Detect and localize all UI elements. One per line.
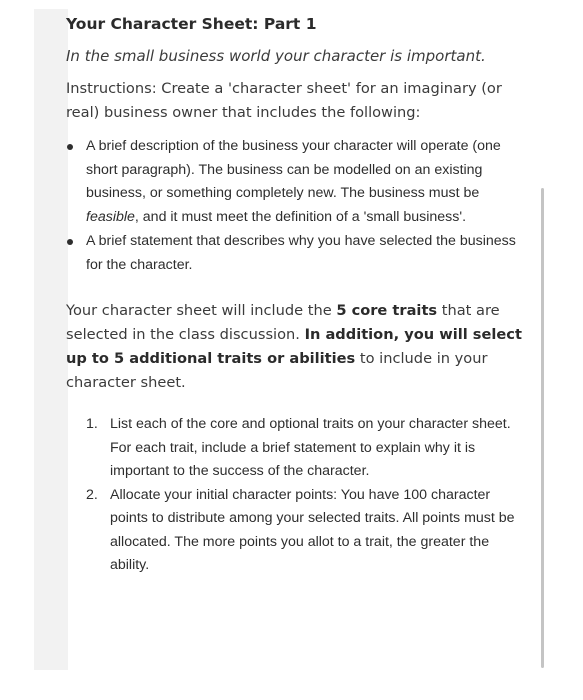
list-item-text: A brief statement that describes why you have selected the business for the character. [86, 233, 516, 273]
bullet-icon [67, 144, 73, 150]
requirements-list [66, 135, 526, 277]
vertical-scrollbar[interactable] [541, 188, 544, 668]
core-traits-bold-1: 5 core traits [336, 302, 438, 319]
list-item [66, 135, 526, 229]
list-item [66, 230, 526, 277]
bullet-icon [67, 239, 73, 245]
core-traits-paragraph [66, 299, 526, 395]
list-item [66, 413, 526, 484]
list-item [66, 484, 526, 578]
page-title: Your Character Sheet: Part 1 [66, 15, 317, 33]
core-traits-bold-2: In addition, you will select up to 5 additional traits or abilities [66, 326, 522, 367]
step-text: List each of the core and optional traits on your character sheet. For each trait, include a brief statement to explain why it is important to the success of the character. [110, 416, 511, 479]
instructions-paragraph: Instructions: Create a 'character sheet' for an imaginary (or real) business owner that includes the following: [66, 80, 502, 121]
core-traits-text-3: to include in your character sheet. [66, 350, 488, 391]
core-traits-text-2: that are selected in the class discussion. [66, 302, 500, 343]
list-item-text: A brief description of the business your character will operate (one short paragraph). The business can be modelled on an existing business, or something completely new. The business must be [86, 138, 501, 201]
core-traits-text-1: Your character sheet will include the [66, 302, 337, 319]
document-content [66, 10, 526, 578]
page-subtitle: In the small business world your character is important. [66, 47, 486, 65]
steps-list [66, 413, 526, 578]
step-number: 2. [86, 486, 98, 503]
step-number: 1. [86, 416, 98, 432]
emphasis-text: feasible [86, 208, 135, 225]
list-item-text-end: , and it must meet the definition of a 'small business'. [134, 208, 467, 225]
step-text: Allocate your initial character points: You have 100 character points to distribute among your selected traits. All points must be allocated. The more points you allot to a trait, the greater the ability. [110, 486, 515, 573]
